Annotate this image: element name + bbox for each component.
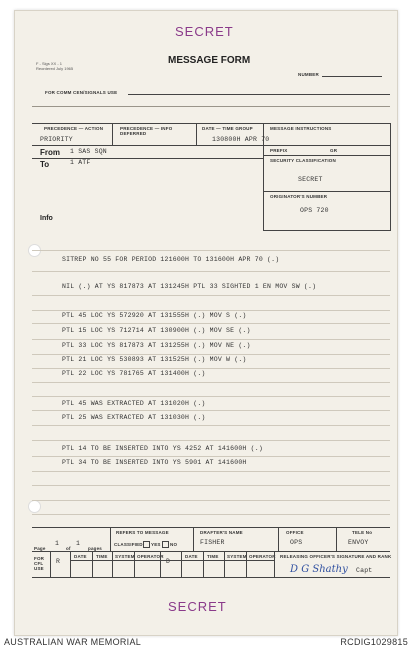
from-value: 1 SAS SQN (70, 148, 107, 155)
cfl-top-rule (32, 551, 390, 552)
routing-bottom-rule (263, 230, 390, 231)
message-line: PTL 45 WAS EXTRACTED AT 131020H (.) (62, 400, 206, 407)
dtg-label: DATE — TIME GROUP (202, 126, 253, 131)
bottom-end-rule (32, 577, 390, 578)
system-label-r: SYSTEM (115, 554, 135, 559)
security-label: SECURITY CLASSIFICATION (270, 158, 336, 163)
system-label-d: SYSTEM (227, 554, 247, 559)
page-label: Page (34, 546, 46, 551)
rule (32, 339, 390, 340)
number-label: NUMBER (298, 72, 319, 77)
message-line: PTL 25 WAS EXTRACTED AT 131030H (.) (62, 414, 206, 421)
prefix-rule (263, 155, 390, 156)
security-value: SECRET (298, 176, 323, 183)
office-value: OPS (290, 539, 303, 546)
date-label-r: DATE (74, 554, 87, 559)
cfl-div3 (112, 551, 113, 577)
message-line: PTL 14 TO BE INSERTED INTO YS 4252 AT 141600H (.) (62, 445, 263, 452)
cfl-div0 (50, 551, 51, 577)
originator-value: OPS 720 (300, 207, 329, 214)
rule (32, 354, 390, 355)
from-label: From (40, 148, 60, 157)
pages-total: 1 (76, 540, 81, 547)
prec-top (32, 123, 390, 124)
gr-label: GR (330, 148, 338, 153)
cfl-div2 (92, 551, 93, 577)
for-comm-label: FOR COMM CEN/SIGNALS USE (45, 90, 118, 95)
footer-institution: AUSTRALIAN WAR MEMORIAL (4, 637, 142, 647)
classified-no-box (162, 541, 169, 548)
pages-label: pages (88, 546, 103, 551)
message-line: PTL 21 LOC YS 530893 AT 131525H (.) MOV W (.) (62, 356, 247, 363)
from-rule (32, 158, 263, 159)
classified-yes-box (143, 541, 150, 548)
bottom-div4 (336, 527, 337, 551)
time-label-r: TIME (96, 554, 108, 559)
rule (32, 440, 390, 441)
rule (32, 250, 390, 251)
releasing-rank: Capt (356, 567, 373, 574)
releasing-label: RELEASING OFFICER'S SIGNATURE AND RANK (280, 554, 392, 559)
prec-div1 (112, 123, 113, 145)
bottom-div3 (278, 527, 279, 551)
top-secret-stamp: SECRET (175, 24, 234, 39)
rule (32, 456, 390, 457)
rule (32, 323, 390, 324)
rule (32, 295, 390, 296)
cfl-div4 (134, 551, 135, 577)
operator-label-d: OPERATOR (249, 554, 276, 559)
originator-label: ORIGINATOR'S NUMBER (270, 194, 328, 199)
date-label-d: DATE (185, 554, 198, 559)
precedence-action-label: PRECEDENCE — ACTION (44, 126, 104, 131)
to-value: 1 ATF (70, 159, 91, 166)
for-comm-rule (128, 94, 390, 95)
rule (32, 271, 390, 272)
cfl-div8 (224, 551, 225, 577)
rule (32, 485, 390, 486)
bottom-secret-stamp: SECRET (168, 599, 227, 614)
operator-label-r: OPERATOR (137, 554, 164, 559)
of-label: of (66, 546, 71, 551)
cfl-div7 (203, 551, 204, 577)
rule (32, 471, 390, 472)
rule (32, 396, 390, 397)
rule (32, 500, 390, 501)
cfl-div9 (246, 551, 247, 577)
prec-div2 (196, 123, 197, 145)
message-line: SITREP NO 55 FOR PERIOD 121600H TO 131600H APR 70 (.) (62, 256, 280, 263)
classified-label: CLASSIFIED (114, 542, 143, 547)
rule (32, 410, 390, 411)
refers-label: REFERS TO MESSAGE (116, 530, 169, 535)
tele-label: TELE No (352, 530, 373, 535)
cfl-mid-rule (70, 560, 274, 561)
number-rule (322, 76, 382, 77)
rule (32, 368, 390, 369)
prec-bottom (32, 145, 390, 146)
drafter-label: DRAFTER'S NAME (200, 530, 243, 535)
info-label: Info (40, 215, 53, 222)
message-instructions-label: MESSAGE INSTRUCTIONS (270, 126, 332, 131)
form-code: F - Sigs XX - 1 (36, 61, 63, 66)
footer-record-id: RCDIG1029815 (340, 637, 408, 647)
message-line: PTL 22 LOC YS 781765 AT 131400H (.) (62, 370, 206, 377)
cfl-div5 (160, 551, 161, 577)
message-line: PTL 33 LOC YS 817873 AT 131255H (.) MOV NE (.) (62, 342, 251, 349)
drafter-value: FISHER (200, 539, 225, 546)
message-line: PTL 34 TO BE INSERTED INTO YS 5901 AT 141600H (62, 459, 247, 466)
message-line: NIL (.) AT YS 817873 AT 131245H PTL 33 SIGHTED 1 EN MOV SW (.) (62, 283, 317, 290)
d-label: D (166, 558, 171, 565)
precedence-action-value: PRIORITY (40, 136, 73, 143)
cfl-div1 (70, 551, 71, 577)
security-rule (263, 191, 390, 192)
rule (32, 514, 390, 515)
bottom-div1 (110, 527, 111, 551)
tele-value: ENVOY (348, 539, 369, 546)
bottom-div2 (193, 527, 194, 551)
dtg-value: 130800H APR 70 (212, 136, 270, 143)
message-line: PTL 45 LOC YS 572920 AT 131555H (.) MOV S (.) (62, 312, 247, 319)
office-label: OFFICE (286, 530, 304, 535)
cfl-div10 (274, 551, 275, 577)
time-label-d: TIME (207, 554, 219, 559)
right-edge (390, 123, 391, 231)
for-cfl-label: FOR CFL USE (34, 556, 45, 571)
rule (32, 382, 390, 383)
blank-rule-1 (32, 106, 390, 107)
rule (32, 310, 390, 311)
releasing-signature: D G Shathy (290, 564, 348, 575)
to-label: To (40, 160, 50, 169)
form-code-reordered: Reordered July 1965 (36, 66, 74, 71)
rule (32, 425, 390, 426)
cfl-div6 (181, 551, 182, 577)
precedence-info-label: PRECEDENCE — INFO DEFERRED (120, 126, 173, 136)
prefix-label: PREFIX (270, 148, 288, 153)
page-number: 1 (55, 540, 60, 547)
message-line: PTL 15 LOC YS 712714 AT 130900H (.) MOV SE (.) (62, 327, 251, 334)
yes-label: YES (151, 542, 161, 547)
no-label: NO (170, 542, 178, 547)
punch-hole-bottom (28, 500, 41, 513)
r-label: R (56, 558, 61, 565)
form-title: MESSAGE FORM (168, 55, 251, 66)
